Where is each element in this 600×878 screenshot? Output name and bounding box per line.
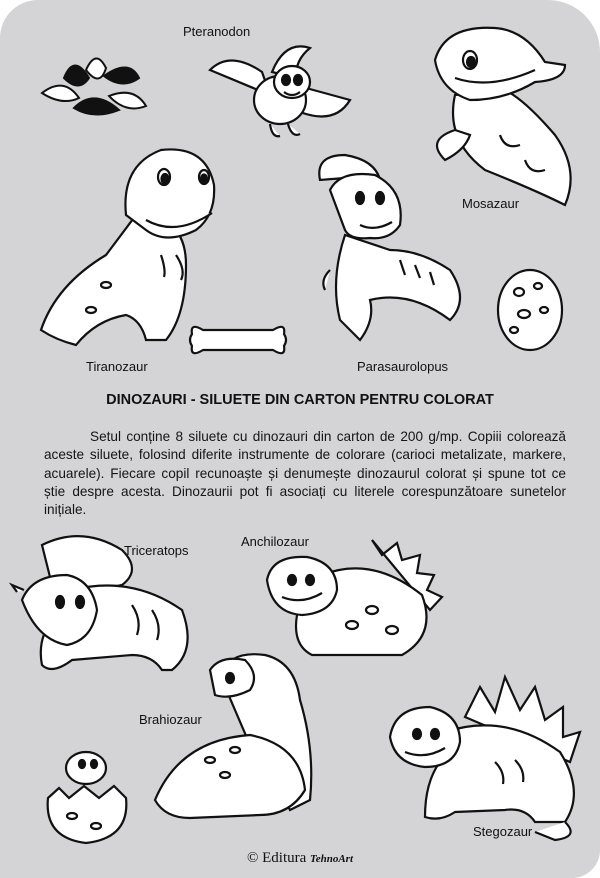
publisher-footer [0, 850, 600, 867]
label-triceratops: Triceratops [124, 543, 189, 558]
label-brahiozaur: Brahiozaur [139, 712, 202, 727]
label-pteranodon: Pteranodon [183, 24, 251, 39]
page-heading: DINOZAURI - SILUETE DIN CARTON PENTRU COLORAT [106, 392, 494, 408]
stegosaurus-drawing [385, 672, 590, 844]
label-anchilozaur: Anchilozaur [241, 534, 309, 549]
brachiosaurus-drawing [150, 650, 360, 825]
parasaurolophus-drawing [300, 150, 475, 355]
label-parasaurolopus: Parasaurolopus [357, 359, 449, 374]
pteranodon-drawing [200, 40, 358, 142]
spotted-egg-drawing [494, 262, 566, 354]
baby-dino-in-egg-drawing [44, 738, 130, 846]
label-tiranozaur: Tiranozaur [86, 359, 148, 374]
label-mosazaur: Mosazaur [462, 196, 520, 211]
fern-plant-drawing [34, 48, 154, 126]
label-stegozaur: Stegozaur [473, 824, 533, 839]
description-paragraph: Setul conține 8 siluete cu dinozauri din carton de 200 g/mp. Copiii colorează aceste siluete, folosind diferite instrumente de colorare (carioci metalizate, markere, acuarele). Fiecare copil recunoaște și denumește dinozaurul colorat și spune tot ce știe despre acesta. Dinozaurii pot fi asociați cu literele corespunzătoare sunetelor inițiale. [44, 429, 566, 518]
bone-drawing [188, 322, 288, 358]
copyright-text: © Editura [246, 850, 307, 866]
publisher-brand: TehnoArt [310, 853, 354, 865]
